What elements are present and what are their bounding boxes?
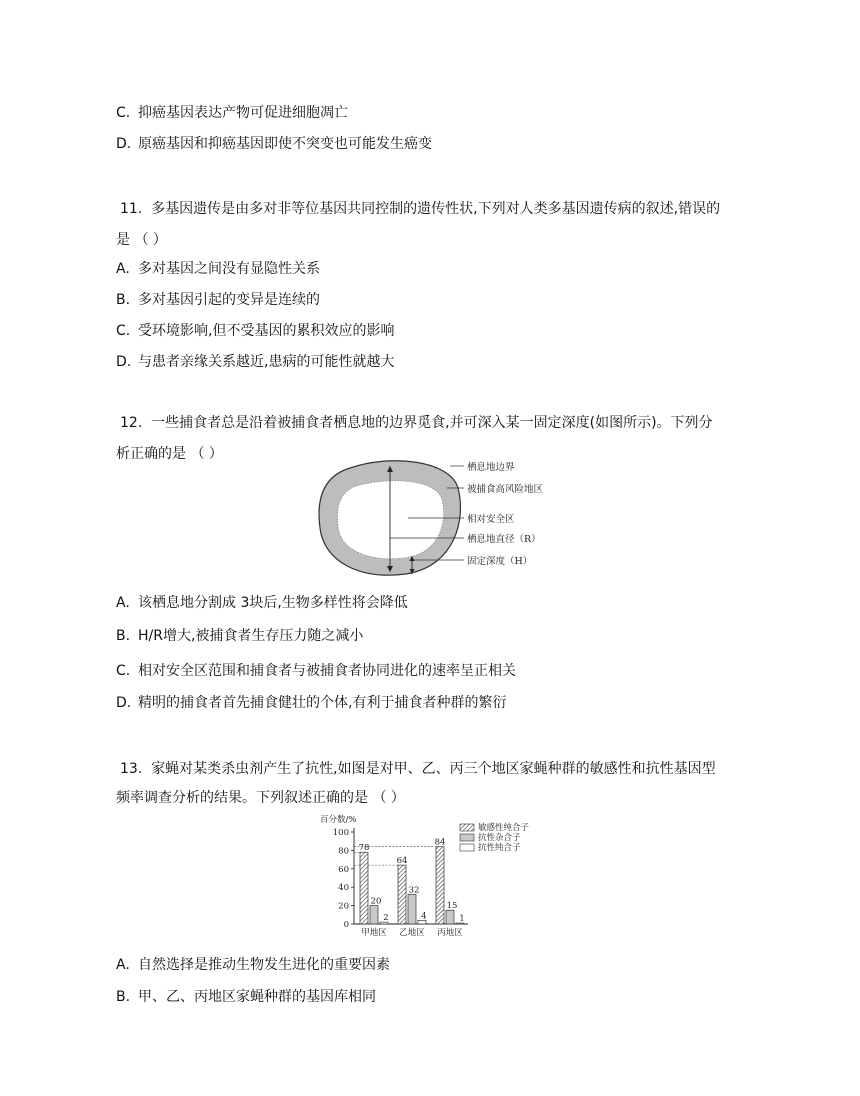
option-d <box>116 693 506 713</box>
x-tick-label: 乙地区 <box>399 928 425 938</box>
data-label: 2 <box>383 913 389 924</box>
x-tick-label: 丙地区 <box>437 928 463 938</box>
question-11-stem-cont: 是 （ ） <box>116 232 167 248</box>
y-tick-label: 20 <box>338 901 349 912</box>
bar <box>436 847 444 924</box>
data-label: 1 <box>459 914 465 925</box>
option-label: D. <box>116 354 132 370</box>
label-boundary: 栖息地边界 <box>467 462 515 473</box>
option-label: C. <box>116 663 131 679</box>
legend-label: 敏感性纯合子 <box>478 823 530 833</box>
option-c <box>116 103 348 123</box>
option-label: C. <box>116 105 131 121</box>
option-text: 多对基因引起的变异是连续的 <box>138 292 320 308</box>
question-11-stem <box>120 199 720 219</box>
option-text: 自然选择是推动生物发生进化的重要因素 <box>138 957 390 973</box>
option-text: 原癌基因和抑癌基因即使不突变也可能发生癌变 <box>138 136 432 152</box>
option-label: A. <box>116 261 130 277</box>
data-label: 32 <box>408 885 420 896</box>
option-text: 精明的捕食者首先捕食健壮的个体,有利于捕食者种群的繁衍 <box>138 695 507 711</box>
y-tick-label: 40 <box>338 883 349 894</box>
option-text: 甲、乙、丙地区家蝇种群的基因库相同 <box>138 989 376 1005</box>
chart-legend <box>460 822 530 853</box>
question-number: 12. <box>120 415 143 431</box>
bar <box>408 895 416 924</box>
option-text: 相对安全区范围和捕食者与被捕食者协同进化的速率呈正相关 <box>138 663 516 679</box>
question-13-stem <box>120 759 716 779</box>
option-b <box>116 290 320 310</box>
option-a <box>116 259 320 279</box>
option-text: 该栖息地分割成 3块后,生物多样性将会降低 <box>138 595 408 611</box>
data-label: 4 <box>421 911 427 922</box>
data-label: 78 <box>358 843 370 854</box>
option-label: B. <box>116 628 131 644</box>
option-c <box>116 321 394 341</box>
question-number: 11. <box>120 201 143 217</box>
y-tick-label: 100 <box>332 828 349 838</box>
option-b <box>116 626 363 646</box>
y-tick-label: 0 <box>343 920 349 930</box>
option-a <box>116 593 408 613</box>
data-label: 64 <box>396 856 408 867</box>
legend-label: 抗性杂合子 <box>478 833 521 843</box>
option-label: C. <box>116 323 131 339</box>
x-tick-label: 甲地区 <box>361 928 387 938</box>
bar <box>370 906 378 924</box>
question-number: 13. <box>120 761 143 777</box>
question-text: 多基因遗传是由多对非等位基因共同控制的遗传性状,下列对人类多基因遗传病的叙述,错误的 <box>151 201 721 217</box>
data-label: 20 <box>370 896 382 907</box>
option-d <box>116 134 432 154</box>
legend-swatch <box>460 824 474 831</box>
option-text: 多对基因之间没有显隐性关系 <box>138 261 320 277</box>
bar <box>360 852 368 924</box>
option-label: D. <box>116 695 132 711</box>
legend-label: 抗性纯合子 <box>478 843 521 853</box>
bar <box>398 865 406 924</box>
question-12-stem <box>120 413 713 433</box>
option-a <box>116 955 390 975</box>
question-text: 一些捕食者总是沿着被捕食者栖息地的边界觅食,并可深入某一固定深度(如图所示)。下列分 <box>151 415 713 431</box>
question-12-stem-cont: 析正确的是 （ ） <box>116 446 223 462</box>
option-b <box>116 987 376 1007</box>
option-text: 受环境影响,但不受基因的累积效应的影响 <box>138 323 395 339</box>
y-axis-label: 百分数/% <box>320 815 357 825</box>
question-text: 家蝇对某类杀虫剂产生了抗性,如图是对甲、乙、丙三个地区家蝇种群的敏感性和抗性基因型 <box>151 761 716 777</box>
bar <box>446 910 454 924</box>
label-diameter: 栖息地直径（R） <box>467 534 541 545</box>
habitat-figure <box>310 458 560 578</box>
option-label: A. <box>116 595 130 611</box>
legend-swatch <box>460 844 474 851</box>
y-tick-label: 80 <box>338 846 349 857</box>
option-d <box>116 352 394 372</box>
option-text: 与患者亲缘关系越近,患病的可能性就越大 <box>138 354 395 370</box>
safe-zone-shape <box>338 481 444 559</box>
option-text: H/R增大,被捕食者生存压力随之减小 <box>138 628 364 644</box>
label-high-risk: 被捕食高风险地区 <box>467 484 544 495</box>
genotype-frequency-chart <box>318 814 558 942</box>
option-c <box>116 661 516 681</box>
option-label: D. <box>116 136 132 152</box>
data-label: 84 <box>434 837 446 848</box>
option-label: A. <box>116 957 130 973</box>
legend-swatch <box>460 834 474 841</box>
y-tick-label: 60 <box>338 864 349 875</box>
label-depth: 固定深度（H） <box>467 556 533 567</box>
option-label: B. <box>116 292 131 308</box>
question-13-stem-cont: 频率调查分析的结果。下列叙述正确的是 （ ） <box>116 790 405 806</box>
option-text: 抑癌基因表达产物可促进细胞凋亡 <box>138 105 348 121</box>
option-label: B. <box>116 989 131 1005</box>
data-label: 15 <box>446 901 458 912</box>
label-safe-zone: 相对安全区 <box>467 514 515 525</box>
